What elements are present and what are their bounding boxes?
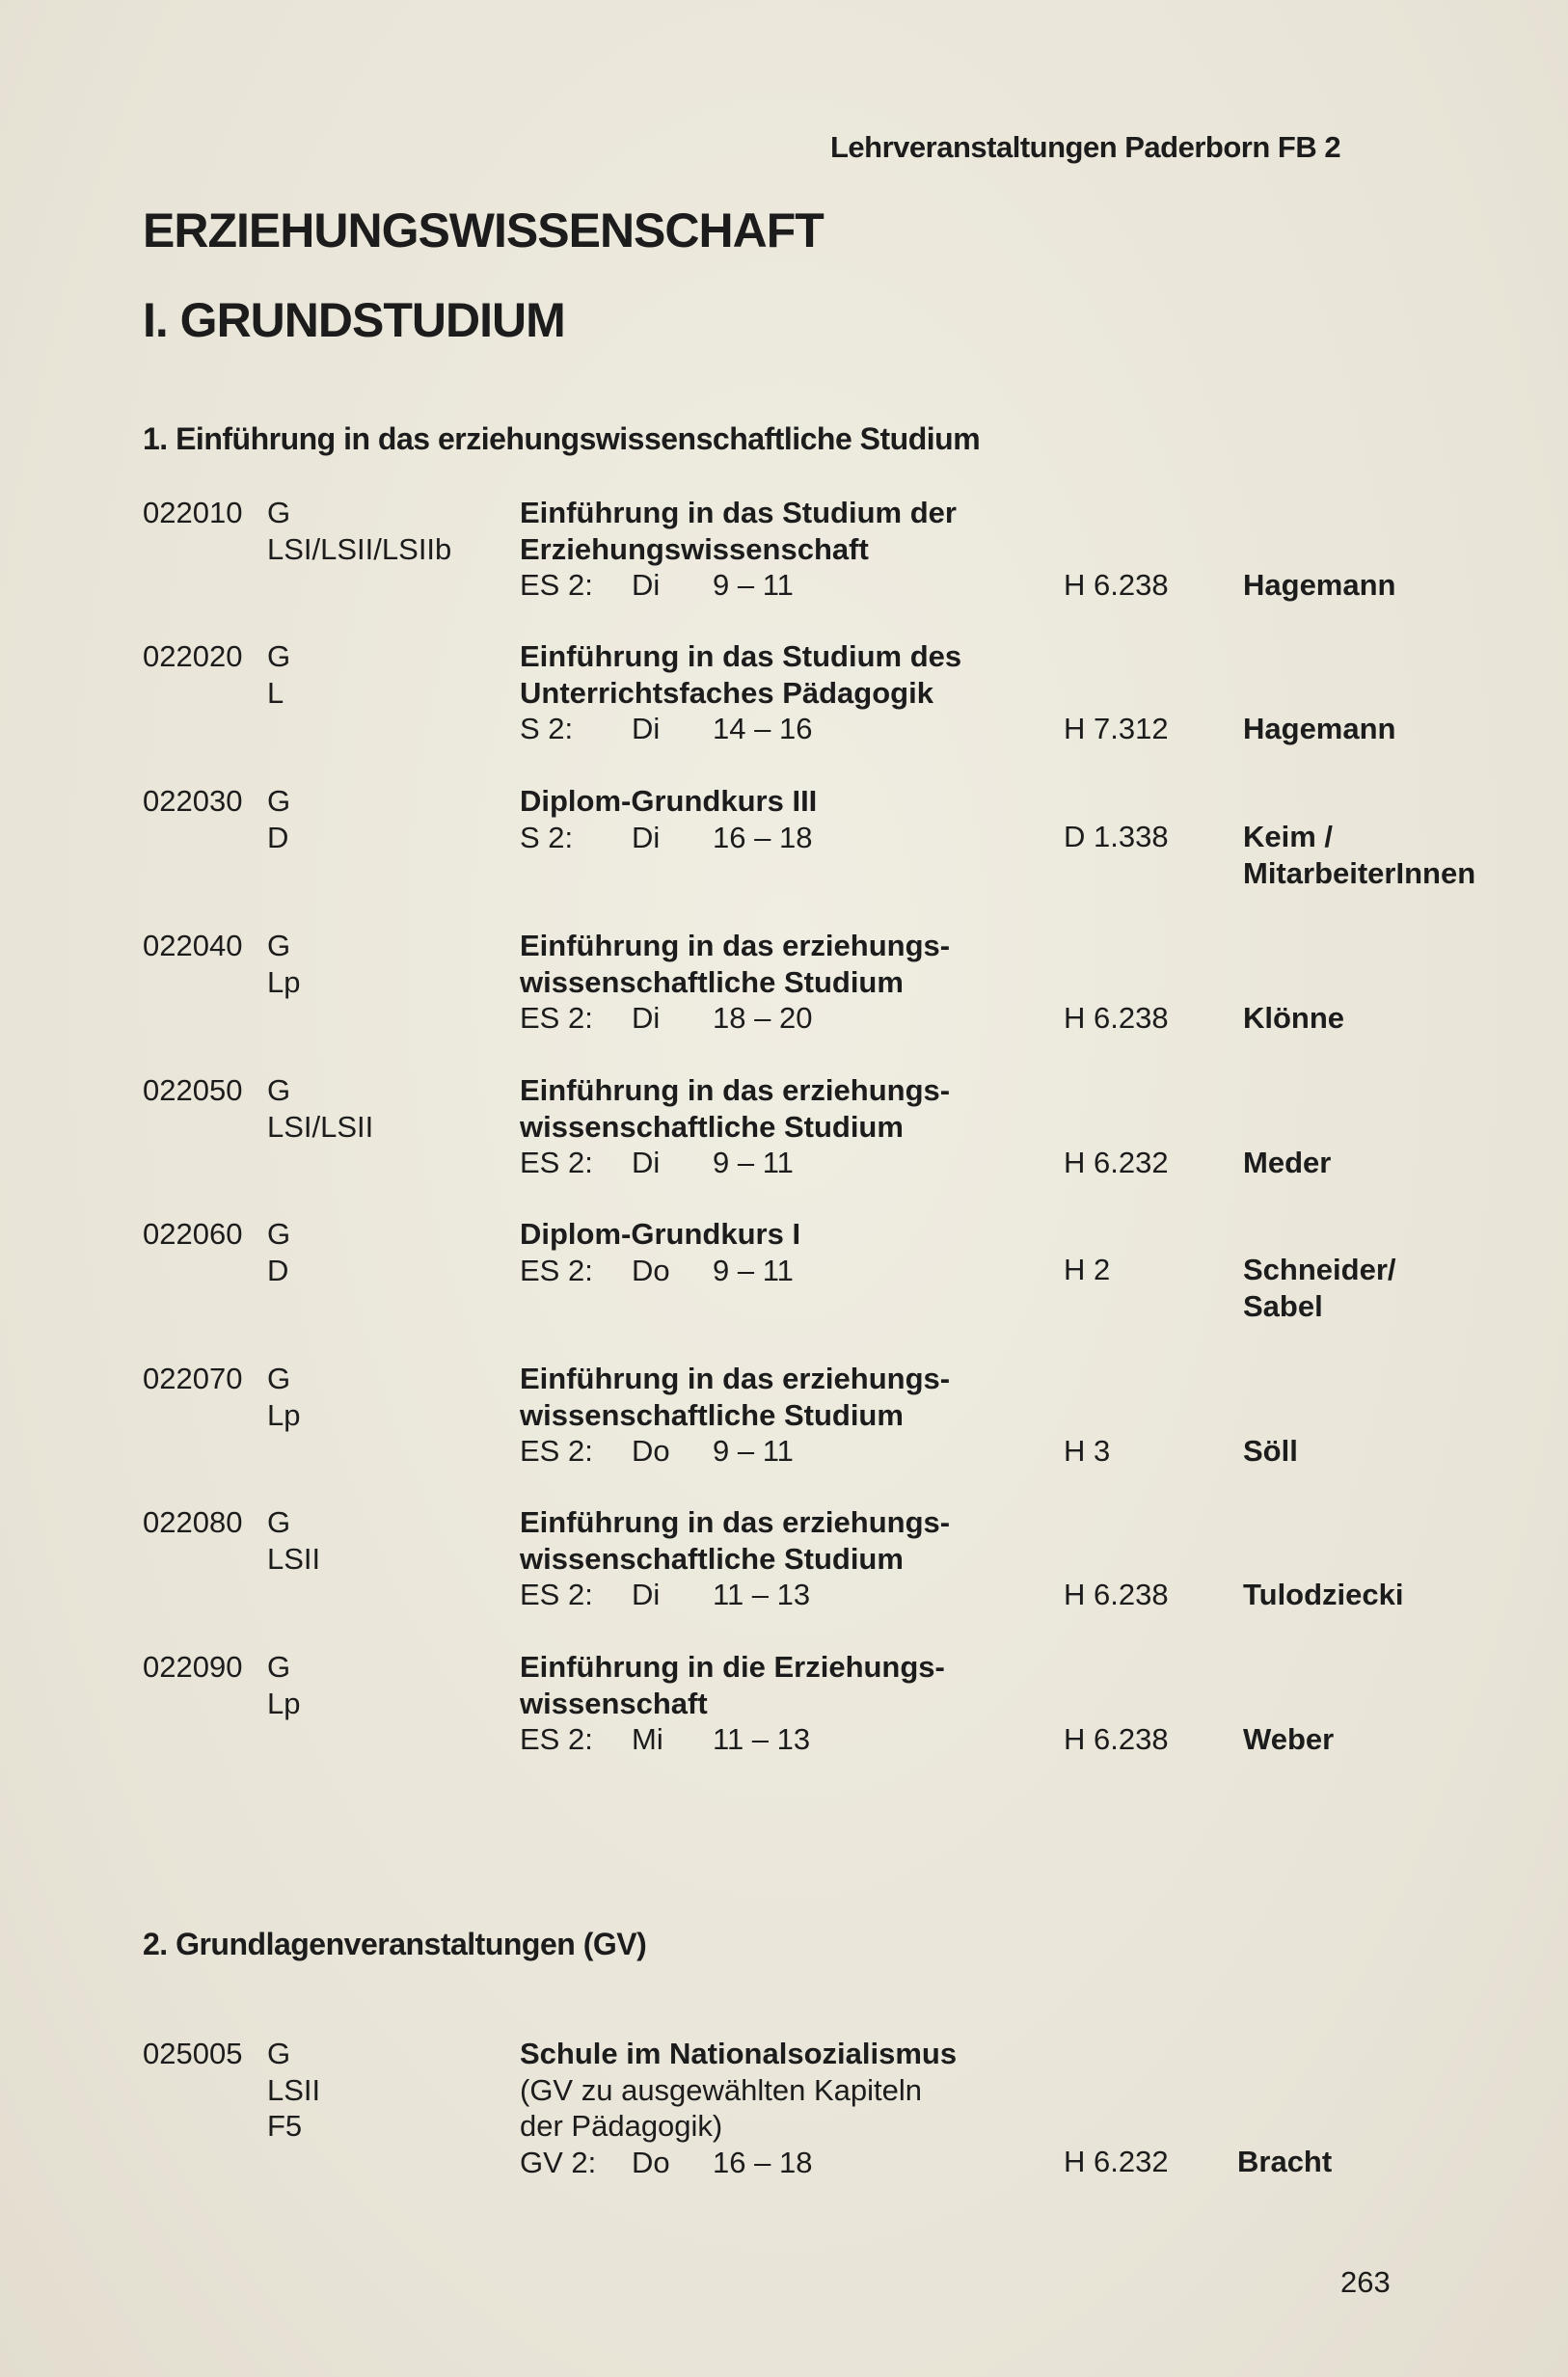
course-room: H 3 <box>1064 1434 1111 1468</box>
course-time: 9 – 11 <box>713 568 794 602</box>
course-entry <box>0 1504 1568 1649</box>
course-description <box>520 495 957 604</box>
course-title-line: Einführung in das erziehungs- <box>520 929 951 962</box>
course-time: 18 – 20 <box>713 1001 813 1035</box>
course-room: H 6.232 <box>1064 2145 1169 2178</box>
course-type: G <box>267 1505 291 1539</box>
course-type: LSI/LSII <box>267 1109 374 1144</box>
course-entry <box>0 638 1568 783</box>
course-day: Di <box>632 712 661 745</box>
course-schedule <box>520 1721 945 1758</box>
course-type: G <box>267 784 291 818</box>
course-title-line: wissenschaft <box>520 1686 708 1720</box>
course-kind: ES 2: <box>520 1578 593 1611</box>
course-lecturer <box>1243 1433 1298 1470</box>
course-day: Do <box>632 1253 670 1287</box>
course-type: G <box>267 1650 291 1684</box>
course-entry <box>0 495 1568 639</box>
course-title-line: wissenschaftliche Studium <box>520 1397 904 1432</box>
course-schedule <box>520 1253 800 1289</box>
course-description <box>520 638 961 747</box>
course-title-line: (GV zu ausgewählten Kapiteln <box>520 2072 923 2107</box>
course-types <box>267 1361 300 1433</box>
course-entry <box>0 1361 1568 1505</box>
course-day: Di <box>632 1001 661 1035</box>
course-type: G <box>267 639 291 673</box>
lecturer-name: Hagemann <box>1243 568 1396 602</box>
running-header: Lehrveranstaltungen Paderborn FB 2 <box>830 130 1341 164</box>
course-title-line: Diplom-Grundkurs III <box>520 784 818 818</box>
page-title: ERZIEHUNGSWISSENSCHAFT <box>143 203 824 257</box>
course-time: 9 – 11 <box>713 1146 794 1179</box>
course-type: Lp <box>267 1397 301 1432</box>
lecturer-name: Klönne <box>1243 1001 1345 1035</box>
course-day: Di <box>632 1578 661 1611</box>
lecturer-name: Tulodziecki <box>1243 1578 1404 1611</box>
course-types <box>267 1649 300 1721</box>
course-room: H 6.238 <box>1064 1001 1169 1035</box>
course-kind: S 2: <box>520 820 574 854</box>
course-number: 025005 <box>143 2037 243 2070</box>
course-kind: ES 2: <box>520 1001 593 1035</box>
section-heading-fundamentals: 2. Grundlagenveranstaltungen (GV) <box>143 1927 647 1961</box>
course-description <box>520 783 817 855</box>
course-description <box>520 928 950 1037</box>
course-types <box>267 783 290 855</box>
course-type: LSII <box>267 1541 321 1576</box>
course-entry <box>0 2036 1568 2219</box>
course-day: Do <box>632 2145 670 2179</box>
course-number: 022020 <box>143 639 243 673</box>
course-kind: ES 2: <box>520 1722 593 1756</box>
course-entry <box>0 1649 1568 1794</box>
course-schedule <box>520 567 957 604</box>
course-time: 11 – 13 <box>713 1722 811 1756</box>
course-title-line: wissenschaftliche Studium <box>520 964 904 999</box>
page-number: 263 <box>1340 2265 1391 2299</box>
course-number: 022060 <box>143 1217 243 1251</box>
course-schedule <box>520 1145 950 1181</box>
course-time: 16 – 18 <box>713 2145 813 2179</box>
course-room: H 6.238 <box>1064 1722 1169 1756</box>
course-type: Lp <box>267 964 301 999</box>
course-type: LSI/LSII/LSIIb <box>267 531 452 566</box>
course-kind: ES 2: <box>520 568 593 602</box>
course-title-line: Einführung in das Studium der <box>520 496 957 529</box>
course-type: Lp <box>267 1686 301 1720</box>
course-type: D <box>267 820 289 854</box>
course-type: G <box>267 496 291 529</box>
course-day: Di <box>632 820 661 854</box>
course-types <box>267 495 451 567</box>
section-heading-introduction: 1. Einführung in das erziehungswissenschaftliche Studium <box>143 421 981 456</box>
course-description <box>520 1072 950 1181</box>
course-types <box>267 1504 320 1577</box>
course-kind: S 2: <box>520 712 574 745</box>
course-day: Di <box>632 1146 661 1179</box>
course-time: 11 – 13 <box>713 1578 811 1611</box>
course-title-line: Schule im Nationalsozialismus <box>520 2037 958 2070</box>
course-lecturer <box>1243 1577 1404 1613</box>
course-lecturer <box>1243 819 1475 891</box>
course-type: D <box>267 1253 289 1287</box>
course-types <box>267 2036 320 2145</box>
course-room: H 6.232 <box>1064 1146 1169 1179</box>
course-schedule <box>520 1433 950 1470</box>
course-time: 9 – 11 <box>713 1253 794 1287</box>
course-description <box>520 1649 945 1758</box>
course-lecturer <box>1243 1721 1334 1758</box>
course-type: G <box>267 929 291 962</box>
course-type: G <box>267 1362 291 1395</box>
course-lecturer <box>1243 1000 1344 1037</box>
course-lecturer <box>1237 2144 1332 2180</box>
course-number: 022070 <box>143 1362 243 1395</box>
lecturer-name: Schneider/ <box>1243 1253 1396 1286</box>
course-description <box>520 1504 950 1613</box>
lecturer-name: Keim / <box>1243 820 1334 853</box>
course-types <box>267 638 290 711</box>
course-entry <box>0 1072 1568 1217</box>
course-title-line: Diplom-Grundkurs I <box>520 1217 801 1251</box>
course-lecturer <box>1243 567 1395 604</box>
course-type: G <box>267 1073 291 1107</box>
course-entry <box>0 1216 1568 1361</box>
lecturer-name: Söll <box>1243 1434 1298 1468</box>
course-type: G <box>267 2037 291 2070</box>
course-entry <box>0 928 1568 1072</box>
course-kind: ES 2: <box>520 1146 593 1179</box>
course-number: 022030 <box>143 784 243 818</box>
course-kind: ES 2: <box>520 1434 593 1468</box>
course-title-line: Einführung in das erziehungs- <box>520 1073 951 1107</box>
course-room: H 6.238 <box>1064 568 1169 602</box>
course-schedule <box>520 820 817 856</box>
course-time: 9 – 11 <box>713 1434 794 1468</box>
course-number: 022040 <box>143 929 243 962</box>
course-time: 16 – 18 <box>713 820 813 854</box>
course-number: 022090 <box>143 1650 243 1684</box>
course-title-line: der Pädagogik) <box>520 2109 723 2143</box>
course-day: Do <box>632 1434 670 1468</box>
course-lecturer <box>1243 1145 1331 1181</box>
course-description <box>520 1216 800 1288</box>
course-type: F5 <box>267 2109 303 2143</box>
course-title-line: wissenschaftliche Studium <box>520 1109 904 1144</box>
lecturer-name: Weber <box>1243 1722 1335 1756</box>
course-title-line: Einführung in das Studium des <box>520 639 962 673</box>
course-kind: GV 2: <box>520 2145 597 2179</box>
lecturer-name: Sabel <box>1243 1288 1323 1323</box>
course-title-line: Einführung in die Erziehungs- <box>520 1650 945 1684</box>
course-title-line: Einführung in das erziehungs- <box>520 1362 951 1395</box>
course-schedule <box>520 2145 957 2181</box>
course-kind: ES 2: <box>520 1253 593 1287</box>
course-types <box>267 1216 290 1288</box>
course-lecturer <box>1243 711 1395 747</box>
course-time: 14 – 16 <box>713 712 813 745</box>
course-description <box>520 2036 957 2180</box>
course-number: 022050 <box>143 1073 243 1107</box>
lecturer-name: Bracht <box>1237 2145 1333 2178</box>
course-description <box>520 1361 950 1470</box>
course-room: D 1.338 <box>1064 820 1169 853</box>
course-title-line: Unterrichtsfaches Pädagogik <box>520 675 933 710</box>
course-entry <box>0 783 1568 928</box>
course-day: Mi <box>632 1722 663 1756</box>
course-title-line: Erziehungswissenschaft <box>520 531 869 566</box>
course-room: H 6.238 <box>1064 1578 1169 1611</box>
lecturer-name: Meder <box>1243 1146 1332 1179</box>
course-lecturer <box>1243 1252 1396 1324</box>
course-type: LSII <box>267 2072 321 2107</box>
course-type: G <box>267 1217 291 1251</box>
course-type: L <box>267 675 284 710</box>
course-number: 022080 <box>143 1505 243 1539</box>
course-number: 022010 <box>143 496 243 529</box>
course-schedule <box>520 1000 950 1037</box>
course-schedule <box>520 1577 950 1613</box>
course-title-line: wissenschaftliche Studium <box>520 1541 904 1576</box>
course-day: Di <box>632 568 661 602</box>
page-subtitle: I. GRUNDSTUDIUM <box>143 293 565 347</box>
course-types <box>267 1072 373 1145</box>
course-room: H 7.312 <box>1064 712 1169 745</box>
course-types <box>267 928 300 1000</box>
lecturer-name: Hagemann <box>1243 712 1396 745</box>
course-schedule <box>520 711 961 747</box>
course-title-line: Einführung in das erziehungs- <box>520 1505 951 1539</box>
course-room: H 2 <box>1064 1253 1111 1286</box>
lecturer-name: MitarbeiterInnen <box>1243 855 1476 890</box>
